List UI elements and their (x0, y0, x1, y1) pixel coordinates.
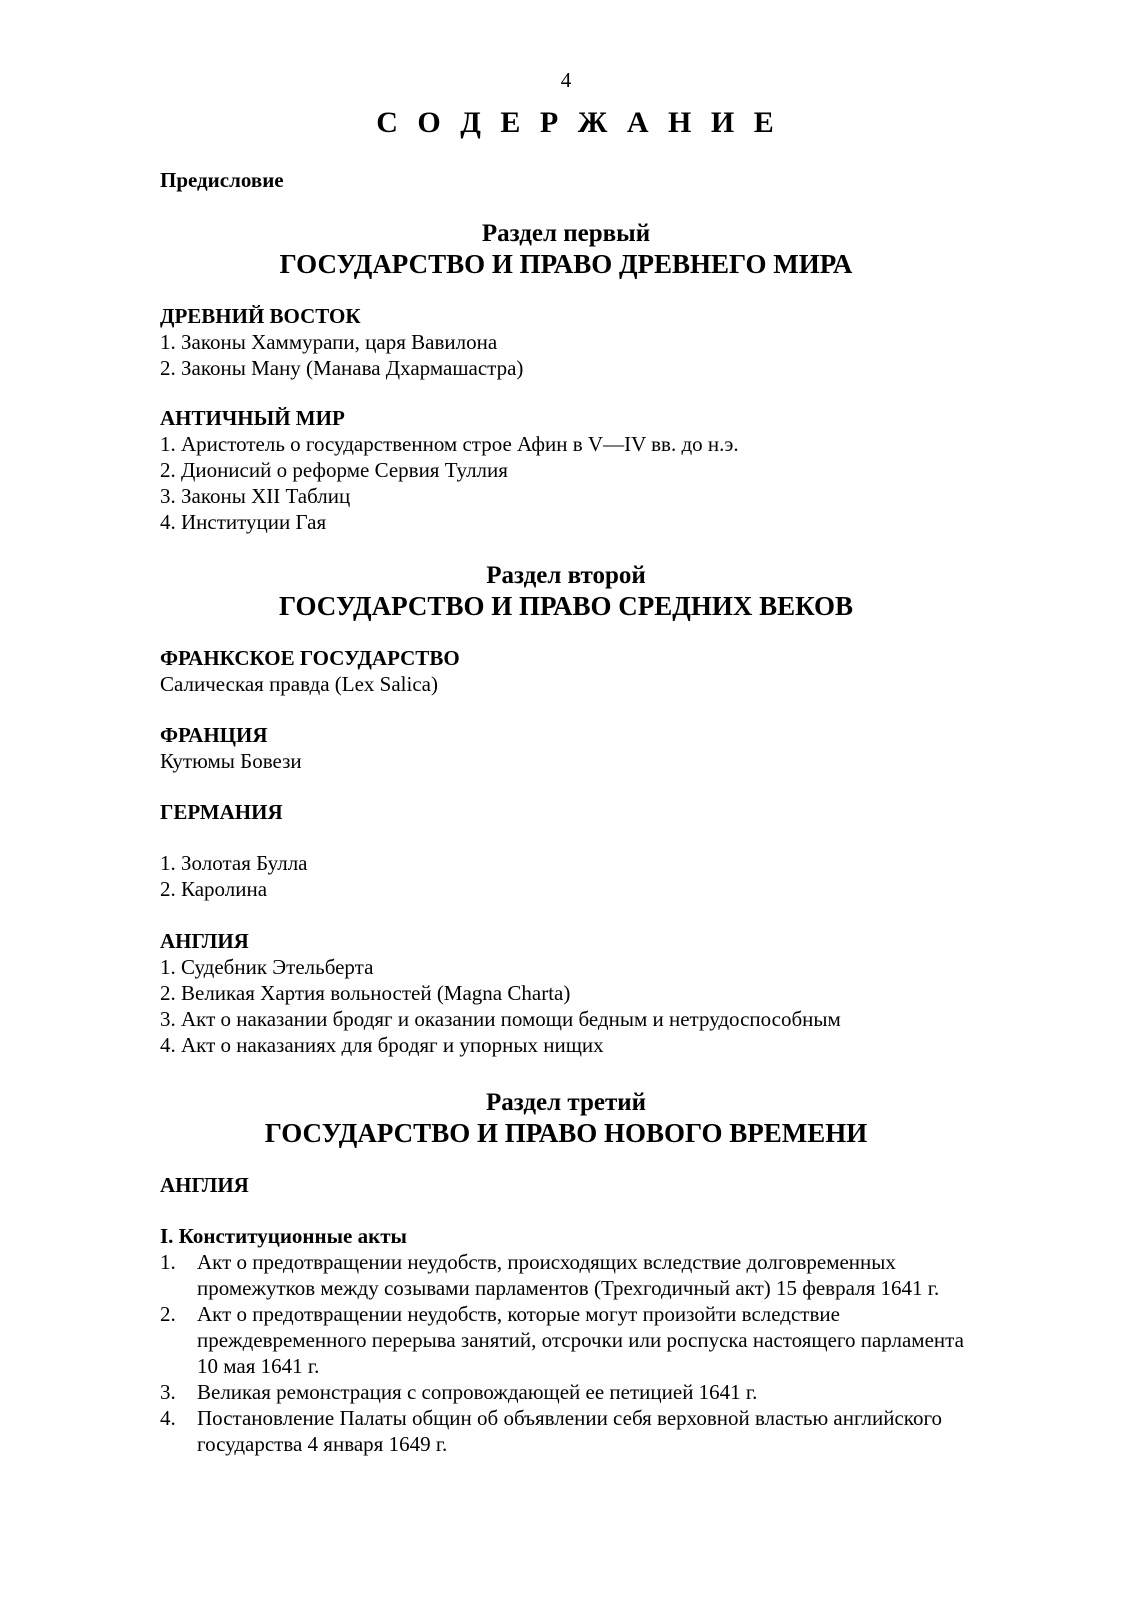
ancient-east-heading[interactable]: ДРЕВНИЙ ВОСТОК (160, 304, 361, 328)
england-modern-heading[interactable]: АНГЛИЯ (160, 1173, 249, 1197)
germany-heading[interactable]: ГЕРМАНИЯ (160, 800, 283, 824)
frankish-heading[interactable]: ФРАНКСКОЕ ГОСУДАРСТВО (160, 646, 460, 670)
section1-title: Раздел первый (481, 220, 651, 247)
section3-name: ГОСУДАРСТВО И ПРАВО НОВОГО ВРЕМЕНИ (264, 1118, 868, 1148)
entry-line: преждевременного перерыва занятий, отсрочки или роспуска настоящего парламента (197, 1328, 964, 1352)
toc-entry[interactable]: 1. Аристотель о государственном строе Афин в V—IV вв. до н.э. (160, 432, 739, 456)
entry-line: государства 4 января 1649 г. (197, 1432, 448, 1456)
entry-line: Постановление Палаты общин об объявлении себя верховной властью английского (197, 1406, 943, 1430)
page-title: С О Д Е Р Ж А Н И Е (376, 106, 780, 139)
constitutional-acts-list (160, 1249, 1040, 1457)
section3-title: Раздел третий (485, 1089, 647, 1116)
entry-text (197, 1405, 1040, 1457)
toc-entry[interactable]: 2. Каролина (160, 877, 268, 901)
entry-text (197, 1379, 1040, 1405)
toc-entry[interactable]: 4. Акт о наказаниях для бродяг и упорных нищих (160, 1033, 604, 1057)
toc-entry[interactable] (160, 1405, 1040, 1457)
antiquity-heading[interactable]: АНТИЧНЫЙ МИР (160, 406, 345, 430)
entry-number: 4. (160, 1406, 176, 1430)
entry-number: 3. (160, 1380, 176, 1404)
toc-entry[interactable]: 4. Институции Гая (160, 510, 327, 534)
england-medieval-list (160, 954, 841, 1058)
entry-line: промежутков между созывами парламентов (Трехгодичный акт) 15 февраля 1641 г. (197, 1276, 940, 1300)
entry-text (197, 1249, 1040, 1301)
toc-entry[interactable]: Кутюмы Бовези (160, 749, 302, 773)
entry-number: 1. (160, 1250, 176, 1274)
section1-name: ГОСУДАРСТВО И ПРАВО ДРЕВНЕГО МИРА (279, 249, 853, 279)
entry-line: Акт о предотвращении неудобств, происходящих вследствие долговременных (197, 1250, 896, 1274)
toc-entry[interactable]: 1. Судебник Этельберта (160, 955, 374, 979)
toc-entry[interactable]: 2. Великая Хартия вольностей (Magna Charta) (160, 981, 571, 1005)
entry-number: 2. (160, 1302, 176, 1326)
england-medieval-heading[interactable]: АНГЛИЯ (160, 929, 249, 953)
toc-entry[interactable] (160, 1249, 1040, 1301)
toc-entry[interactable]: Салическая правда (Lex Salica) (160, 672, 438, 696)
toc-entry[interactable] (160, 1379, 1040, 1405)
france-heading[interactable]: ФРАНЦИЯ (160, 723, 268, 747)
page-number: 4 (560, 68, 572, 92)
entry-line: 10 мая 1641 г. (197, 1354, 320, 1378)
toc-entry[interactable] (160, 1301, 1040, 1379)
toc-entry[interactable]: 1. Золотая Булла (160, 851, 308, 875)
antiquity-list (160, 431, 739, 535)
entry-line: Великая ремонстрация с сопровождающей ее петицией 1641 г. (197, 1380, 758, 1404)
section2-title: Раздел второй (486, 562, 646, 589)
entry-text (197, 1301, 1040, 1379)
ancient-east-list (160, 329, 523, 381)
germany-list (160, 850, 308, 902)
section2-name: ГОСУДАРСТВО И ПРАВО СРЕДНИХ ВЕКОВ (278, 591, 854, 621)
toc-entry[interactable]: 1. Законы Хаммурапи, царя Вавилона (160, 330, 498, 354)
toc-entry[interactable]: 2. Дионисий о реформе Сервия Туллия (160, 458, 508, 482)
preface-entry[interactable]: Предисловие (160, 168, 284, 192)
toc-entry[interactable]: 3. Акт о наказании бродяг и оказании помощи бедным и нетрудоспособным (160, 1007, 841, 1031)
constitutional-acts-heading[interactable]: I. Конституционные акты (160, 1224, 407, 1248)
entry-line: Акт о предотвращении неудобств, которые могут произойти вследствие (197, 1302, 840, 1326)
toc-entry[interactable]: 3. Законы XII Таблиц (160, 484, 351, 508)
toc-entry[interactable]: 2. Законы Ману (Манава Дхармашастра) (160, 356, 524, 380)
